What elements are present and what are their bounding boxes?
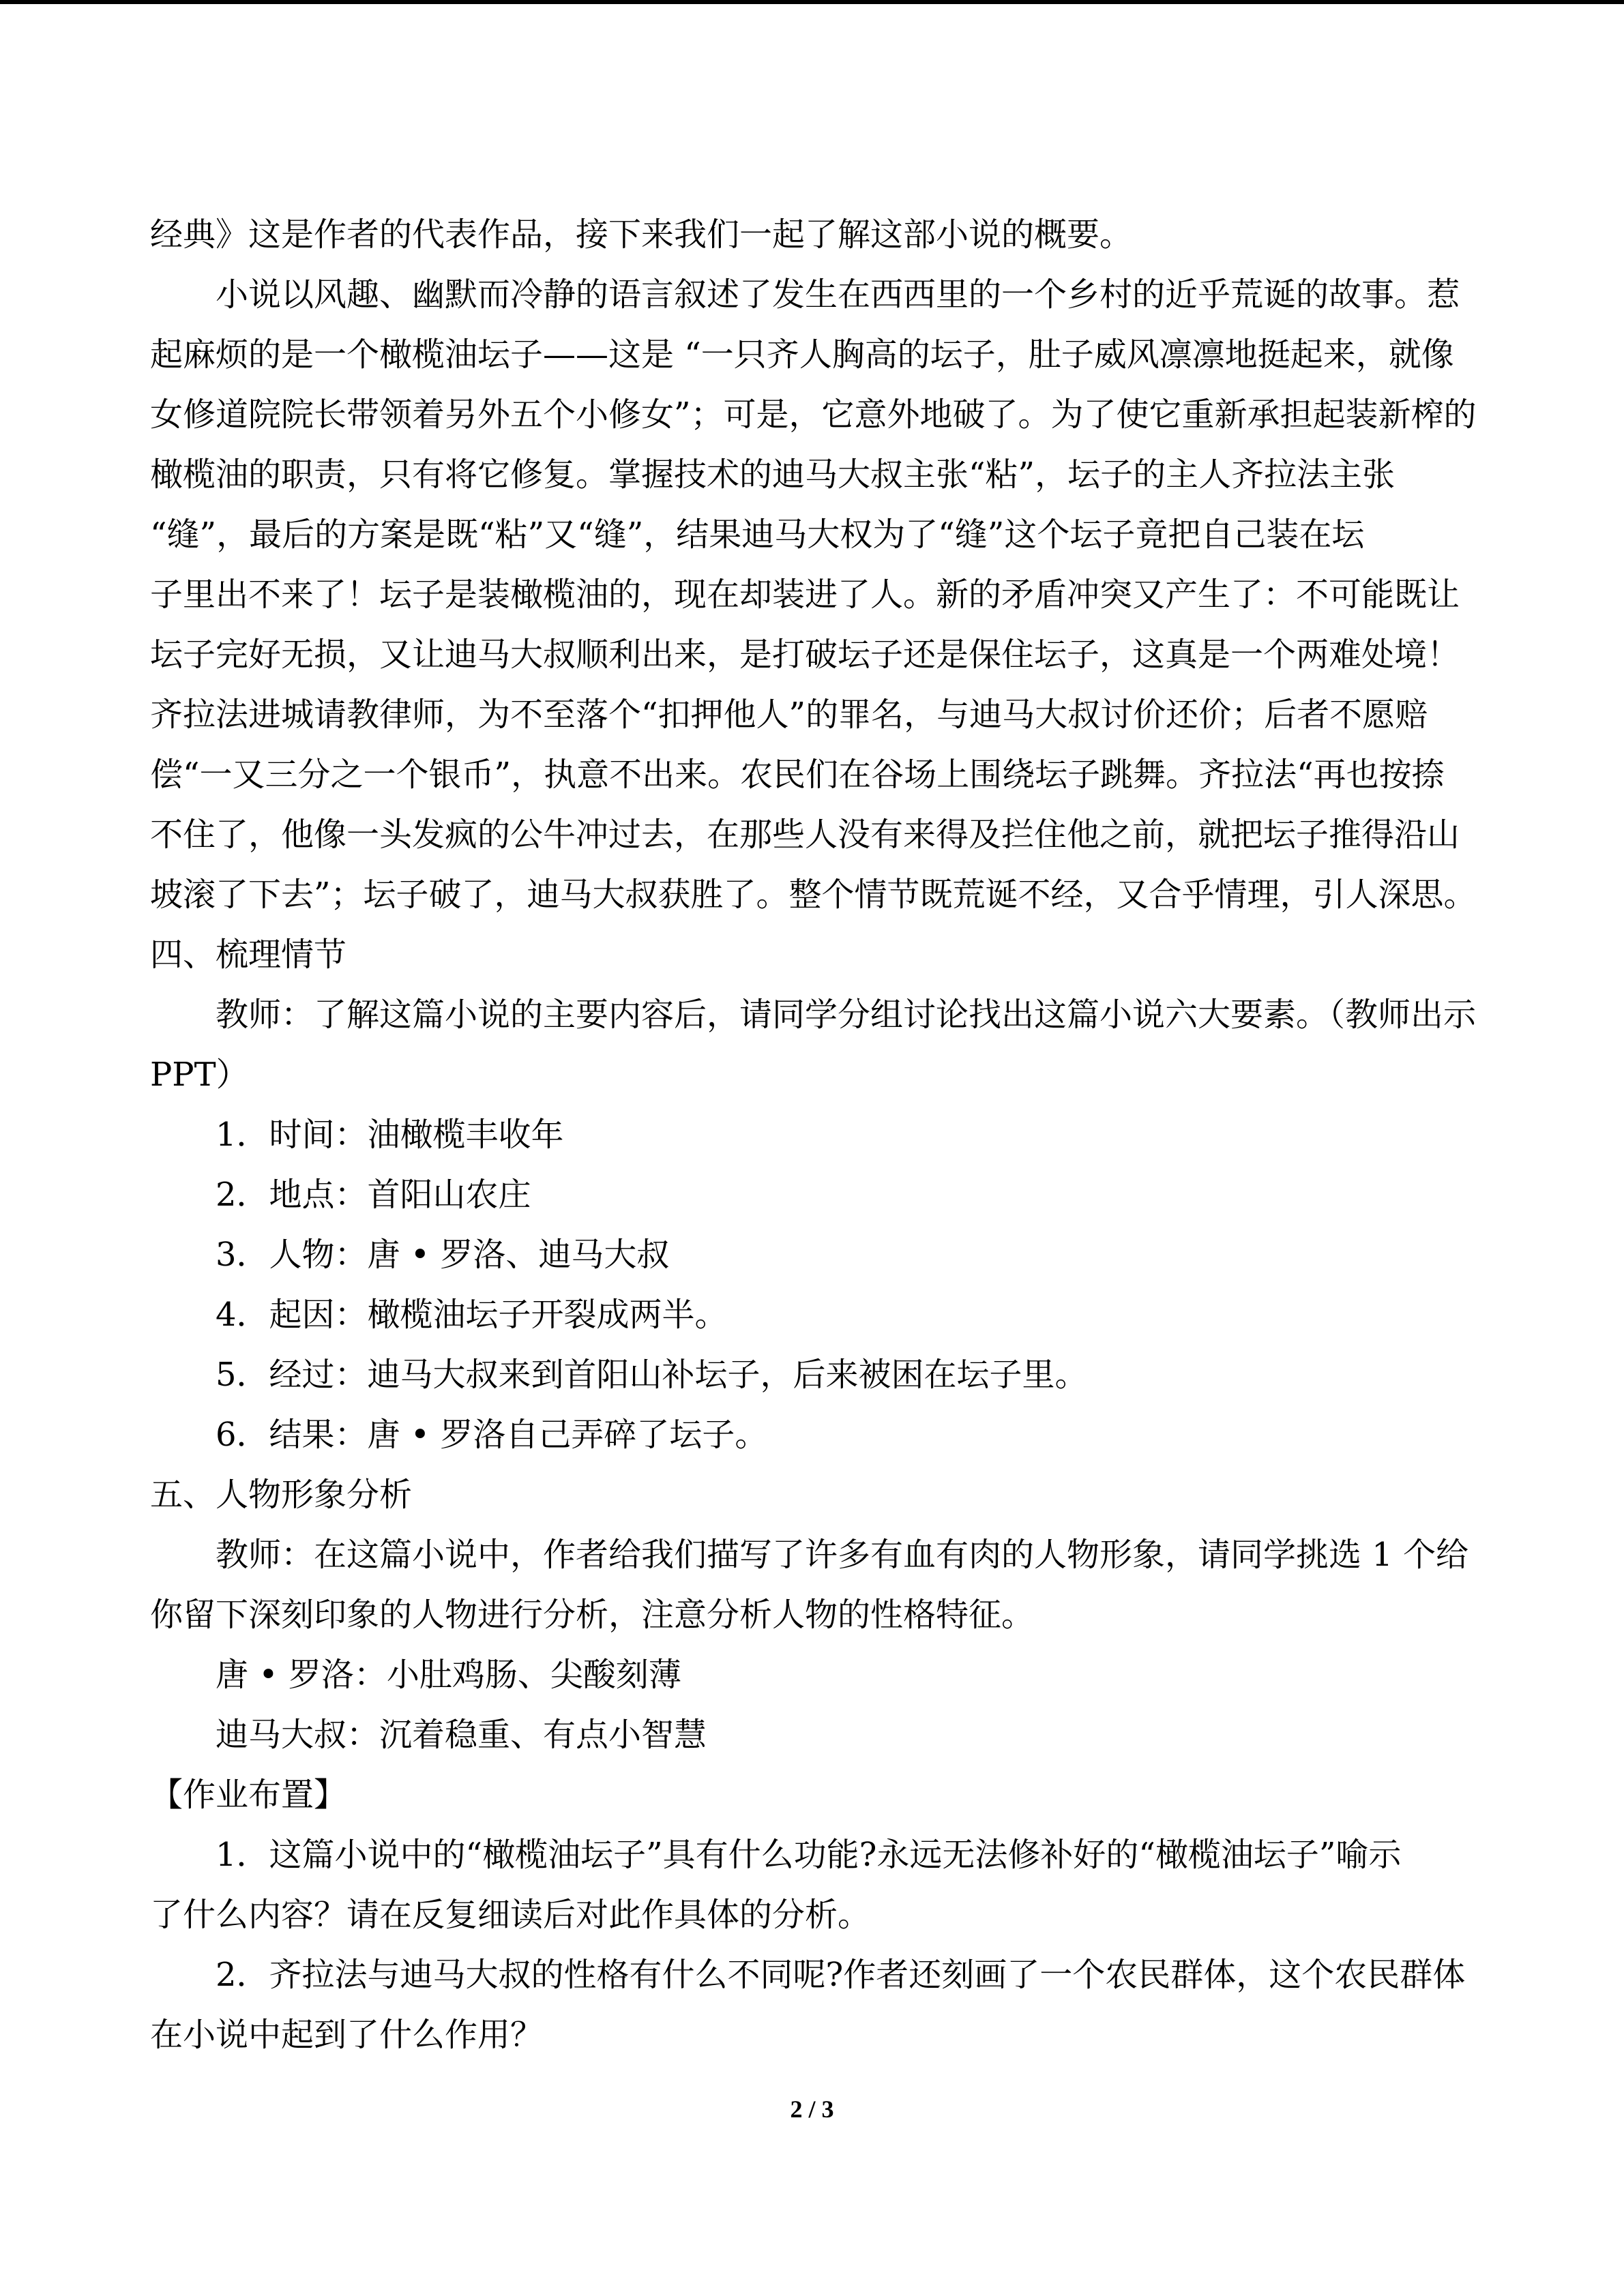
summary-line: 女修道院院长带领着另外五个小修女”；可是，它意外地破了。为了使它重新承担起装新榨的 xyxy=(150,396,1477,434)
page-number: 2 / 3 xyxy=(790,2096,834,2123)
section-heading-homework: 【作业布置】 xyxy=(150,1776,347,1814)
teacher-instruction-characters: 你留下深刻印象的人物进行分析，注意分析人物的性格特征。 xyxy=(150,1596,1035,1634)
list-item: 1．时间：油橄榄丰收年 xyxy=(216,1116,564,1154)
list-item: 3．人物：唐 • 罗洛、迪马大叔 xyxy=(216,1236,670,1274)
summary-line: 坛子完好无损，又让迪马大叔顺利出来，是打破坛子还是保住坛子，这真是一个两难处境！ xyxy=(150,636,1460,674)
section-heading-plot: 四、梳理情节 xyxy=(150,936,347,974)
list-item: 5．经过：迪马大叔来到首阳山补坛子，后来被困在坛子里。 xyxy=(216,1356,1088,1394)
homework-question-2: 2．齐拉法与迪马大叔的性格有什么不同呢?作者还刻画了一个农民群体，这个农民群体 xyxy=(216,1956,1466,1994)
character-analysis: 迪马大叔：沉着稳重、有点小智慧 xyxy=(216,1716,707,1754)
homework-question-1: 1．这篇小说中的“橄榄油坛子”具有什么功能?永远无法修补好的“橄榄油坛子”喻示 xyxy=(216,1836,1402,1874)
homework-question-1: 了什么内容？请在反复细读后对此作具体的分析。 xyxy=(150,1896,871,1934)
document-page xyxy=(150,205,1480,2065)
summary-line: 不住了，他像一头发疯的公牛冲过去，在那些人没有来得及拦住他之前，就把坛子推得沿山 xyxy=(150,816,1460,854)
summary-line: 小说以风趣、幽默而冷静的语言叙述了发生在西西里的一个乡村的近乎荒诞的故事。惹 xyxy=(216,275,1460,314)
summary-line: 坡滚了下去”；坛子破了，迪马大叔获胜了。整个情节既荒诞不经，又合乎情理，引人深思。 xyxy=(150,876,1477,914)
list-item: 6．结果：唐 • 罗洛自己弄碎了坛子。 xyxy=(216,1416,768,1454)
character-analysis: 唐 • 罗洛：小肚鸡肠、尖酸刻薄 xyxy=(216,1656,681,1694)
summary-line: 起麻烦的是一个橄榄油坛子——这是 “一只齐人胸高的坛子，肚子威风凛凛地挺起来，就像 xyxy=(150,336,1454,374)
teacher-instruction-plot: PPT） xyxy=(150,1056,249,1094)
summary-line: 橄榄油的职责，只有将它修复。掌握技术的迪马大叔主张“粘”，坛子的主人齐拉法主张 xyxy=(150,456,1396,494)
intro-paragraph-tail: 经典》这是作者的代表作品，接下来我们一起了解这部小说的概要。 xyxy=(150,215,1133,254)
teacher-instruction-plot: 教师：了解这篇小说的主要内容后，请同学分组讨论找出这篇小说六大要素。（教师出示 xyxy=(216,996,1477,1034)
homework-question-2: 在小说中起到了什么作用？ xyxy=(150,2016,544,2054)
page-top-border xyxy=(0,0,1624,4)
summary-paragraph xyxy=(150,265,1480,925)
summary-line: 齐拉法进城请教律师，为不至落个“扣押他人”的罪名，与迪马大叔讨价还价；后者不愿赔 xyxy=(150,696,1428,734)
teacher-instruction-characters: 教师：在这篇小说中，作者给我们描写了许多有血有肉的人物形象，请同学挑选 1 个给 xyxy=(216,1536,1469,1574)
story-elements-list xyxy=(150,1105,1480,1465)
section-heading-characters: 五、人物形象分析 xyxy=(150,1476,413,1514)
list-item: 4．起因：橄榄油坛子开裂成两半。 xyxy=(216,1296,728,1334)
list-item: 2．地点：首阳山农庄 xyxy=(216,1176,531,1214)
summary-line: “缝”，最后的方案是既“粘”又“缝”，结果迪马大权为了“缝”这个坛子竟把自己装在坛 xyxy=(150,516,1365,554)
summary-line: 偿“一又三分之一个银币”，执意不出来。农民们在谷场上围绕坛子跳舞。齐拉法“再也按捺 xyxy=(150,756,1445,794)
summary-line: 子里出不来了！坛子是装橄榄油的，现在却装进了人。新的矛盾冲突又产生了：不可能既让 xyxy=(150,576,1460,614)
